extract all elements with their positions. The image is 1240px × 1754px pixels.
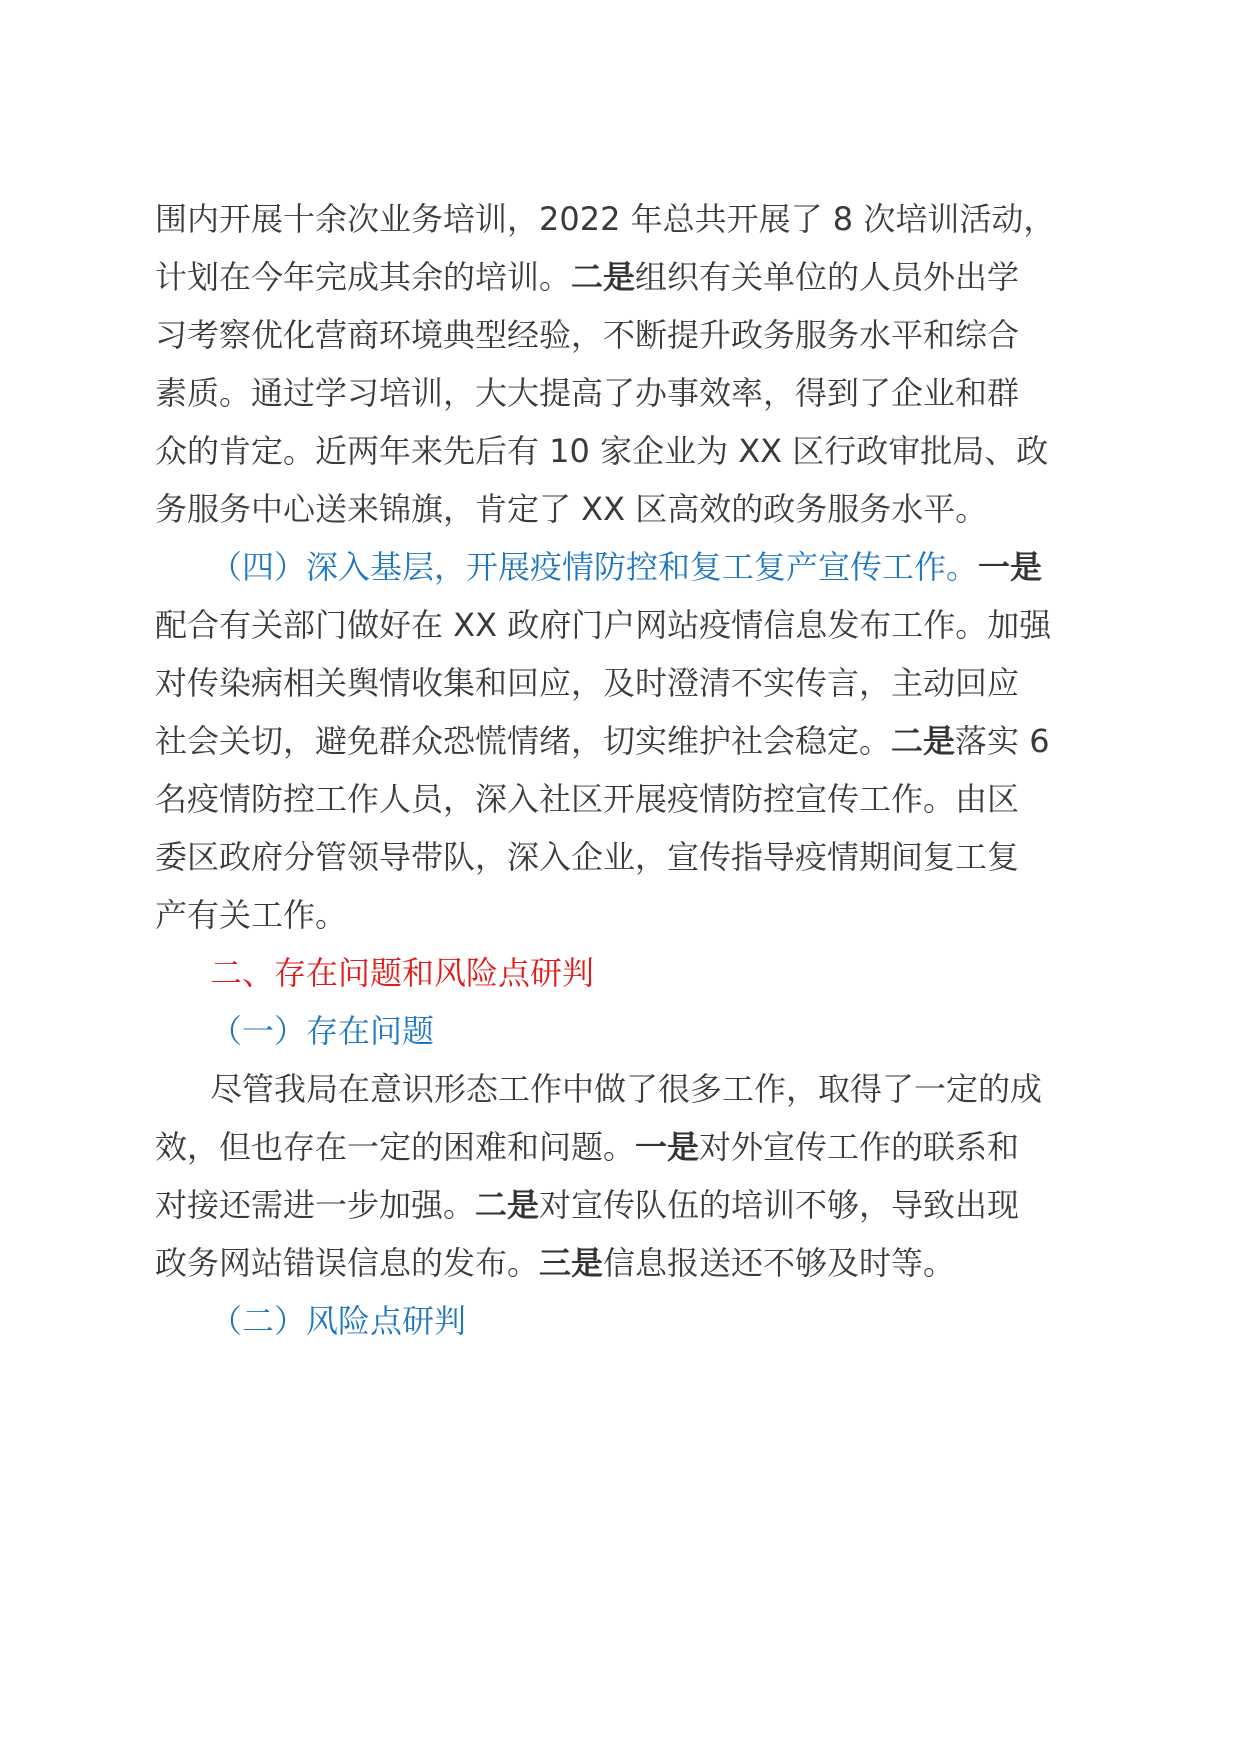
text: 落实 6 xyxy=(955,722,1050,760)
text: 产有关工作。 xyxy=(155,896,348,934)
paragraph-line xyxy=(155,1181,1019,1229)
emphasis-text: 一是 xyxy=(635,1128,700,1166)
text: 对传染病相关舆情收集和回应，及时澄清不实传言，主动回应 xyxy=(155,664,1020,702)
text: 对接还需进一步加强。 xyxy=(155,1186,476,1224)
chapter-heading: 二、存在问题和风险点研判 xyxy=(210,954,595,992)
section-heading: （四）深入基层，开展疫情防控和复工复产宣传工作。 xyxy=(210,548,979,586)
paragraph-line xyxy=(155,369,1019,417)
text: 委区政府分管领导带队，深入企业，宣传指导疫情期间复工复 xyxy=(155,838,1020,876)
text: 配合有关部门做好在 XX 政府门户网站疫情信息发布工作。加强 xyxy=(155,606,1052,644)
text: 务服务中心送来锦旗，肯定了 XX 区高效的政务服务水平。 xyxy=(155,490,988,528)
text: 计划在今年完成其余的培训。 xyxy=(155,258,572,296)
text: 围内开展十余次业务培训，2022 年总共开展了 8 次培训活动， xyxy=(155,200,1056,238)
paragraph-line xyxy=(155,195,1055,243)
section-heading-line xyxy=(210,543,1042,591)
emphasis-text: 二是 xyxy=(571,258,636,296)
paragraph-line xyxy=(155,601,1051,649)
paragraph-line xyxy=(155,891,347,939)
paragraph-line xyxy=(155,485,987,533)
text: 习考察优化营商环境典型经验，不断提升政务服务水平和综合 xyxy=(155,316,1020,354)
subsection-heading: （一）存在问题 xyxy=(210,1012,435,1050)
text: 众的肯定。近两年来先后有 10 家企业为 XX 区行政审批局、政 xyxy=(155,432,1049,470)
text: 尽管我局在意识形态工作中做了很多工作，取得了一定的成 xyxy=(210,1070,1043,1108)
subsection-heading-line xyxy=(210,1297,466,1345)
text: 政务网站错误信息的发布。 xyxy=(155,1244,540,1282)
text: 对宣传队伍的培训不够，导致出现 xyxy=(539,1186,1020,1224)
paragraph-line xyxy=(155,717,1050,765)
subsection-heading: （二）风险点研判 xyxy=(210,1302,467,1340)
emphasis-text: 二是 xyxy=(891,722,956,760)
text: 对外宣传工作的联系和 xyxy=(699,1128,1020,1166)
paragraph-line xyxy=(155,427,1048,475)
text: 组织有关单位的人员外出学 xyxy=(635,258,1020,296)
subsection-heading-line xyxy=(210,1007,434,1055)
paragraph-line xyxy=(155,659,1019,707)
paragraph-line xyxy=(155,833,1019,881)
paragraph-line xyxy=(155,775,1019,823)
text: 素质。通过学习培训，大大提高了办事效率，得到了企业和群 xyxy=(155,374,1020,412)
paragraph-line xyxy=(210,1065,1042,1113)
emphasis-text: 一是 xyxy=(978,548,1043,586)
text: 信息报送还不够及时等。 xyxy=(603,1244,956,1282)
emphasis-text: 三是 xyxy=(539,1244,604,1282)
paragraph-line xyxy=(155,311,1019,359)
paragraph-line xyxy=(155,1123,1019,1171)
chapter-heading-line xyxy=(210,949,594,997)
paragraph-line xyxy=(155,253,1019,301)
text: 名疫情防控工作人员，深入社区开展疫情防控宣传工作。由区 xyxy=(155,780,1020,818)
emphasis-text: 二是 xyxy=(475,1186,540,1224)
text: 效，但也存在一定的困难和问题。 xyxy=(155,1128,636,1166)
paragraph-line xyxy=(155,1239,955,1287)
text: 社会关切，避免群众恐慌情绪，切实维护社会稳定。 xyxy=(155,722,892,760)
